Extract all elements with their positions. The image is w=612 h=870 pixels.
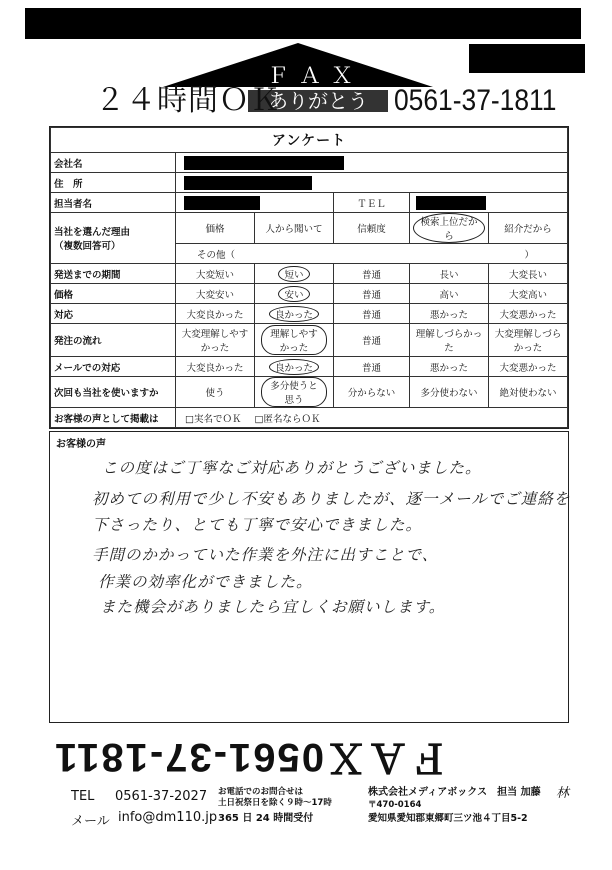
row-shipping <box>51 264 568 284</box>
option[interactable]: 普通 <box>334 324 410 357</box>
circled-answer: 多分使うと思う <box>261 377 327 407</box>
reason-option-trust[interactable]: 信頼度 <box>334 213 410 244</box>
option[interactable]: 悪かった <box>410 304 489 324</box>
option[interactable]: 大変安い <box>176 284 255 304</box>
footer-address: 愛知県愛知郡東郷町三ツ池４丁目5-2 <box>368 813 528 824</box>
row-order-flow <box>51 324 568 357</box>
option-circled[interactable] <box>255 377 334 408</box>
reason-option-referral-word[interactable]: 人から聞いて <box>255 213 334 244</box>
option[interactable]: 使う <box>176 377 255 408</box>
publish-label: お客様の声として掲載は <box>51 408 176 428</box>
footer-hours: 365 日 24 時間受付 <box>218 813 314 824</box>
voice-line: 初めての利用で少し不安もありましたが、逐一メールでご連絡を <box>92 490 571 508</box>
publish-options <box>176 408 568 428</box>
row-label: 発送までの期間 <box>51 264 176 284</box>
option-circled[interactable] <box>255 284 334 304</box>
tel-label: ＴＥＬ <box>334 193 410 213</box>
option-circled[interactable] <box>255 304 334 324</box>
circled-answer: 良かった <box>269 359 319 375</box>
option[interactable]: 大変悪かった <box>489 357 568 377</box>
reason-label <box>51 213 176 264</box>
option-circled[interactable] <box>255 324 334 357</box>
row-email <box>51 357 568 377</box>
option[interactable]: 分からない <box>334 377 410 408</box>
footer-zip: 〒470-0164 <box>368 800 422 810</box>
redaction-top-bar <box>25 8 581 39</box>
person-label: 担当者名 <box>51 193 176 213</box>
circled-answer: 短い <box>278 266 309 282</box>
reason-option-introduction[interactable]: 紹介だから <box>489 213 568 244</box>
publish-anonymous-checkbox[interactable]: □匿名ならＯＫ <box>254 413 321 425</box>
footer-seal: 林 <box>556 786 570 801</box>
option[interactable]: 普通 <box>334 357 410 377</box>
option[interactable]: 大変短い <box>176 264 255 284</box>
option[interactable]: 大変良かった <box>176 304 255 324</box>
option[interactable]: 悪かった <box>410 357 489 377</box>
reason-other-open: その他（ <box>197 249 236 261</box>
footer-tel[interactable]: 0561-37-2027 <box>115 789 208 804</box>
footer-tel-note-1: お電話でのお問合せは <box>218 787 304 797</box>
option[interactable]: 高い <box>410 284 489 304</box>
row-next-time <box>51 377 568 408</box>
footer-tel-note-2: 土日祝祭日を除く９時〜17時 <box>218 798 332 808</box>
reason-option-search[interactable] <box>410 213 489 244</box>
row-label: メールでの対応 <box>51 357 176 377</box>
reason-search-circled: 検索上位だから <box>413 213 485 243</box>
fax-number-upside-down: ＦＡＸ0561-37-1811 <box>53 735 450 779</box>
reason-option-price[interactable]: 価格 <box>176 213 255 244</box>
fax-title: ＦＡＸ <box>266 64 363 89</box>
option[interactable]: 絶対使わない <box>489 377 568 408</box>
publish-real-name-checkbox[interactable]: □実名でＯＫ <box>185 413 242 425</box>
survey-form <box>49 126 569 429</box>
footer-tel-label: TEL <box>71 789 95 804</box>
redaction-address <box>184 176 312 190</box>
company-field[interactable] <box>176 153 568 173</box>
option[interactable]: 大変良かった <box>176 357 255 377</box>
redaction-top-right <box>469 44 585 73</box>
address-field[interactable] <box>176 173 568 193</box>
company-label: 会社名 <box>51 153 176 173</box>
option[interactable]: 長い <box>410 264 489 284</box>
voice-line: 作業の効率化ができました。 <box>98 573 313 591</box>
redaction-tel <box>416 196 486 210</box>
row-label: 次回も当社を使いますか <box>51 377 176 408</box>
row-label: 発注の流れ <box>51 324 176 357</box>
voice-line: この度はご丁寧なご対応ありがとうございました。 <box>102 459 482 477</box>
reason-label-text: 当社を選んだ理由 <box>54 227 131 238</box>
reason-other-close: ） <box>524 249 534 261</box>
option[interactable]: 大変理解しやすかった <box>176 324 255 357</box>
option[interactable]: 大変理解しづらかった <box>489 324 568 357</box>
option[interactable]: 大変悪かった <box>489 304 568 324</box>
option-circled[interactable] <box>255 264 334 284</box>
option[interactable]: 普通 <box>334 304 410 324</box>
row-label: 価格 <box>51 284 176 304</box>
voice-line: 手間のかかっていた作業を外注に出すことで、 <box>92 546 439 564</box>
option-circled[interactable] <box>255 357 334 377</box>
footer-mail-label: メール <box>71 814 110 829</box>
row-price <box>51 284 568 304</box>
option[interactable]: 多分使わない <box>410 377 489 408</box>
redaction-person <box>184 196 260 210</box>
circled-answer: 理解しやすかった <box>261 325 327 355</box>
thanks-text: ありがとう <box>248 90 388 112</box>
voice-line: また機会がありましたら宜しくお願いします。 <box>100 598 446 616</box>
voice-label: お客様の声 <box>56 439 106 450</box>
row-label: 対応 <box>51 304 176 324</box>
footer-company: 株式会社メディアボックス 担当 加藤 <box>368 787 541 798</box>
voice-line: 下さったり、とても丁寧で安心できました。 <box>92 516 423 534</box>
option[interactable]: 理解しづらかった <box>410 324 489 357</box>
open-24h: ２４時間ＯＫ <box>95 83 281 118</box>
option[interactable]: 普通 <box>334 284 410 304</box>
form-title: アンケート <box>51 128 568 153</box>
redaction-company <box>184 156 344 170</box>
option[interactable]: 普通 <box>334 264 410 284</box>
footer-mail[interactable]: info@dm110.jp <box>118 810 218 825</box>
option[interactable]: 大変長い <box>489 264 568 284</box>
address-label: 住 所 <box>51 173 176 193</box>
person-field[interactable] <box>176 193 334 213</box>
row-response <box>51 304 568 324</box>
header-fax-number: 0561-37-1811 <box>394 84 557 117</box>
tel-field[interactable] <box>410 193 568 213</box>
reason-sublabel: （複数回答可） <box>54 241 121 252</box>
circled-answer: 良かった <box>269 306 319 322</box>
option[interactable]: 大変高い <box>489 284 568 304</box>
circled-answer: 安い <box>278 286 309 302</box>
reason-other[interactable] <box>176 244 568 264</box>
